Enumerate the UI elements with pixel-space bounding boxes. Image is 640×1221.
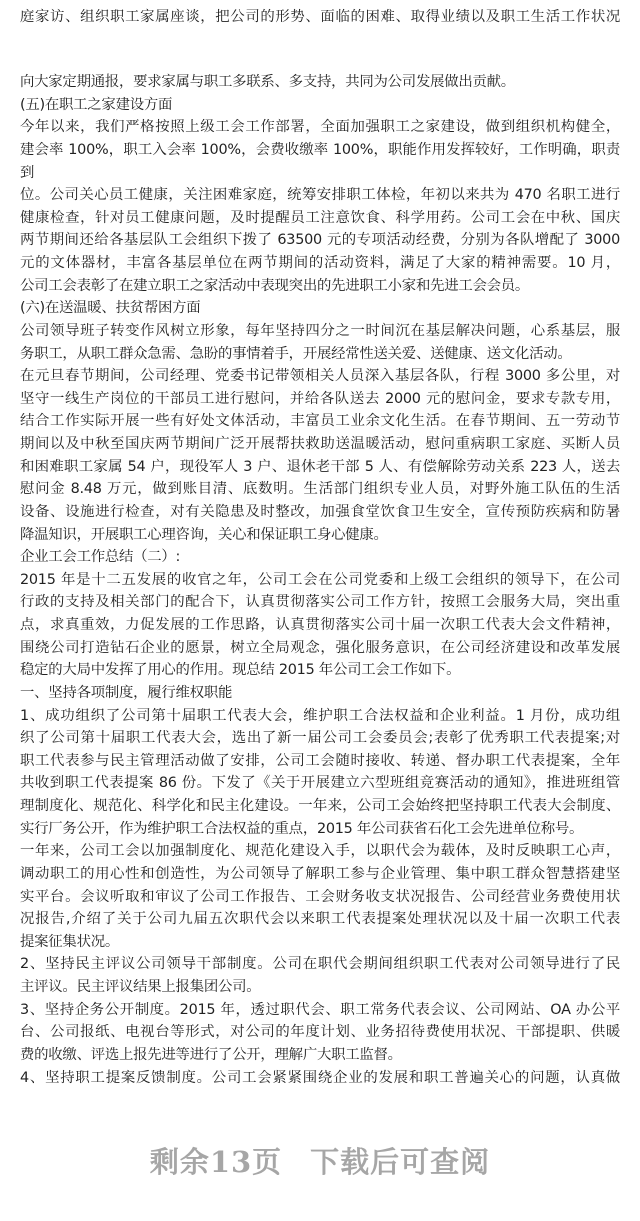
text-line: 实平台。会议听取和审议了公司工作报告、工会财务收支状况报告、公司经营业务费使用状: [20, 888, 620, 905]
paragraph: [20, 365, 620, 546]
text-line: 台、公司报纸、电视台等形式，对公司的年度计划、业务招待费使用状况、干部提职、供暖: [20, 1024, 620, 1041]
text-line: 期间以及中秋至国庆两节期间广泛开展帮扶救助送温暖活动，慰问重病职工家庭、买断人员: [20, 436, 620, 452]
text-line: 元的文体器材，丰富各基层单位在两节期间的活动资料，满足了大家的精神需要。10 月，: [20, 255, 620, 271]
text-line: 提案征集状况。: [20, 933, 119, 950]
text-line: (六)在送温暖、扶贫帮困方面: [20, 300, 201, 317]
text-line: 慰问金 8.48 万元，做到账目清、底数明。生活部门组织专业人员，对野外施工队伍的生活: [20, 481, 620, 498]
text-line: 费的收缴、评选上报先进等进行了公开，理解广大职工监督。: [20, 1046, 402, 1063]
text-line: 围绕公司打造钻石企业的愿景，树立全局观念，强化服务意识，在公司经济建设和改革发展: [20, 639, 620, 656]
text-line: 点，求真重效，力促发展的工作思路，认真贯彻落实公司十届一次职工代表大会文件精神，: [20, 617, 620, 633]
text-line: 调动职工的用心性和创造性，为公司领导了解职工参与企业管理、集中职工群众智慧搭建坚: [20, 865, 620, 882]
text-line: 实行厂务公开，作为维护职工合法权益的重点，2015 年公司获省石化工会先进单位称号。: [20, 820, 584, 837]
text-line: 降温知识，开展职工心理咨询，关心和保证职工身心健康。: [20, 526, 388, 543]
text-line: 主评议。民主评议结果上报集团公司。: [20, 979, 261, 995]
text-line: 公司工会表彰了在建立职工之家活动中表现突出的先进职工小家和先进工会会员。: [20, 277, 530, 294]
text-line: 一年来，公司工会以加强制度化、规范化建设入手，以职代会为载体，及时反映职工心声，: [20, 843, 620, 860]
text-line: 1、成功组织了公司第十届职工代表大会，维护职工合法权益和企业利益。1 月份，成功组: [20, 707, 620, 724]
text-line: 庭家访、组织职工家属座谈，把公司的形势、面临的困难、取得业绩以及职工生活工作状况: [20, 9, 620, 25]
text-line: 建会率 100%，职工入会率 100%，会费收缴率 100%，职能作用发挥较好，工作明确，职责到: [20, 141, 620, 181]
text-line: 在元旦春节期间，公司经理、党委书记带领相关人员深入基层各队，行程 3000 多公里，对: [20, 368, 620, 385]
text-line: 务职工，从职工群众急需、急盼的事情着手，开展经常性送关爱、送健康、送文化活动。: [20, 345, 572, 362]
paragraph: [20, 94, 620, 117]
download-to-read-label[interactable]: 下载后可查阅: [310, 1145, 491, 1179]
text-line: 行政的支持及相关部门的配合下，认真贯彻落实公司工作方针，按照工会服务大局，突出重: [20, 594, 620, 611]
text-line: 况报告,介绍了关于公司九届五次职代会以来职工代表提案处理状况以及十届一次职工代表: [20, 911, 620, 928]
text-line: 3、坚持企务公开制度。2015 年，透过职代会、职工常务代表会议、公司网站、OA 办公平: [20, 1001, 620, 1018]
text-line: 健康检查，针对员工健康问题，及时提醒员工注意饮食、科学用药。公司工会在中秋、国庆: [20, 209, 620, 226]
document-body: [20, 71, 620, 1089]
text-line: 公司领导班子转变作风树立形象，每年坚持四分之一时间沉在基层解决问题，心系基层，服: [20, 322, 620, 339]
text-line: 共收到职工代表提案 86 份。下发了《关于开展建立六型班组竞赛活动的通知》，推进班组管: [20, 775, 620, 792]
previous-page-fragment: [20, 6, 620, 29]
text-line: 4、坚持职工提案反馈制度。公司工会紧紧围绕企业的发展和职工普遍关心的问题，认真做: [20, 1069, 620, 1086]
paragraph: [20, 297, 620, 320]
text-line: 向大家定期通报，要求家属与职工多联系、多支持，共同为公司发展做出贡献。: [20, 74, 515, 90]
remaining-pages-label: 剩余13页: [149, 1145, 283, 1179]
text-line: 两节期间还给各基层队工会组织下拨了 63500 元的专项活动经费，分别为各队增配了 3000: [20, 232, 620, 249]
text-line: 设备、设施进行检查，对有关隐患及时整改，加强食堂饮食卫生安全，宣传预防疾病和防暑: [20, 503, 620, 520]
text-line: 2、坚持民主评议公司领导干部制度。公司在职代会期间组织职工代表对公司领导进行了民: [20, 956, 620, 973]
text-line: 结合工作实际开展一些有好处文体活动，丰富员工业余文化生活。在春节期间、五一劳动节: [20, 413, 620, 430]
text-line: 和困难职工家属 54 户，现役军人 3 户、退休老干部 5 人、有偿解除劳动关系 223 人，送去: [20, 458, 620, 475]
paragraph: [20, 320, 620, 365]
paragraph: [20, 71, 620, 94]
text-line: 稳定的大局中发挥了用心的作用。现总结 2015 年公司工会工作如下。: [20, 662, 461, 679]
paragraph: [20, 569, 620, 682]
text-line: 织了公司第十届职工代表大会，选出了新一届公司工会委员会;表彰了优秀职工代表提案;对: [20, 730, 620, 747]
text-line: 企业工会工作总结（二）:: [20, 549, 181, 566]
paragraph: [20, 999, 620, 1067]
text-line: 2015 年是十二五发展的收官之年，公司工会在公司党委和上级工会组织的领导下，在公司: [20, 571, 620, 588]
text-line: 职工代表参与民主管理活动做了安排，公司工会随时接收、转递、督办职工代表提案，全年: [20, 752, 620, 769]
paragraph: [20, 705, 620, 841]
paragraph: [20, 953, 620, 998]
paragraph: [20, 1067, 620, 1090]
download-prompt[interactable]: [0, 1140, 640, 1181]
text-line: 一、坚持各项制度，履行维权职能: [20, 684, 233, 701]
paragraph: [20, 682, 620, 705]
text-line: 坚守一线生产岗位的干部员工进行慰问，并给各队送去 2000 元的慰问金，要求专款专用，: [20, 390, 620, 407]
paragraph: [20, 546, 620, 569]
paragraph: [20, 840, 620, 953]
text-line: 今年以来，我们严格按照上级工会工作部署，全面加强职工之家建设，做到组织机构健全，: [20, 119, 620, 136]
text-line: (五)在职工之家建设方面: [20, 96, 173, 113]
paragraph: [20, 116, 620, 297]
text-line: 位。公司关心员工健康，关注困难家庭，统筹安排职工体检，年初以来共为 470 名职工进行: [20, 187, 620, 204]
text-line: 理制度化、规范化、科学化和民主化建设。一年来，公司工会始终把坚持职工代表大会制度、: [20, 798, 620, 814]
